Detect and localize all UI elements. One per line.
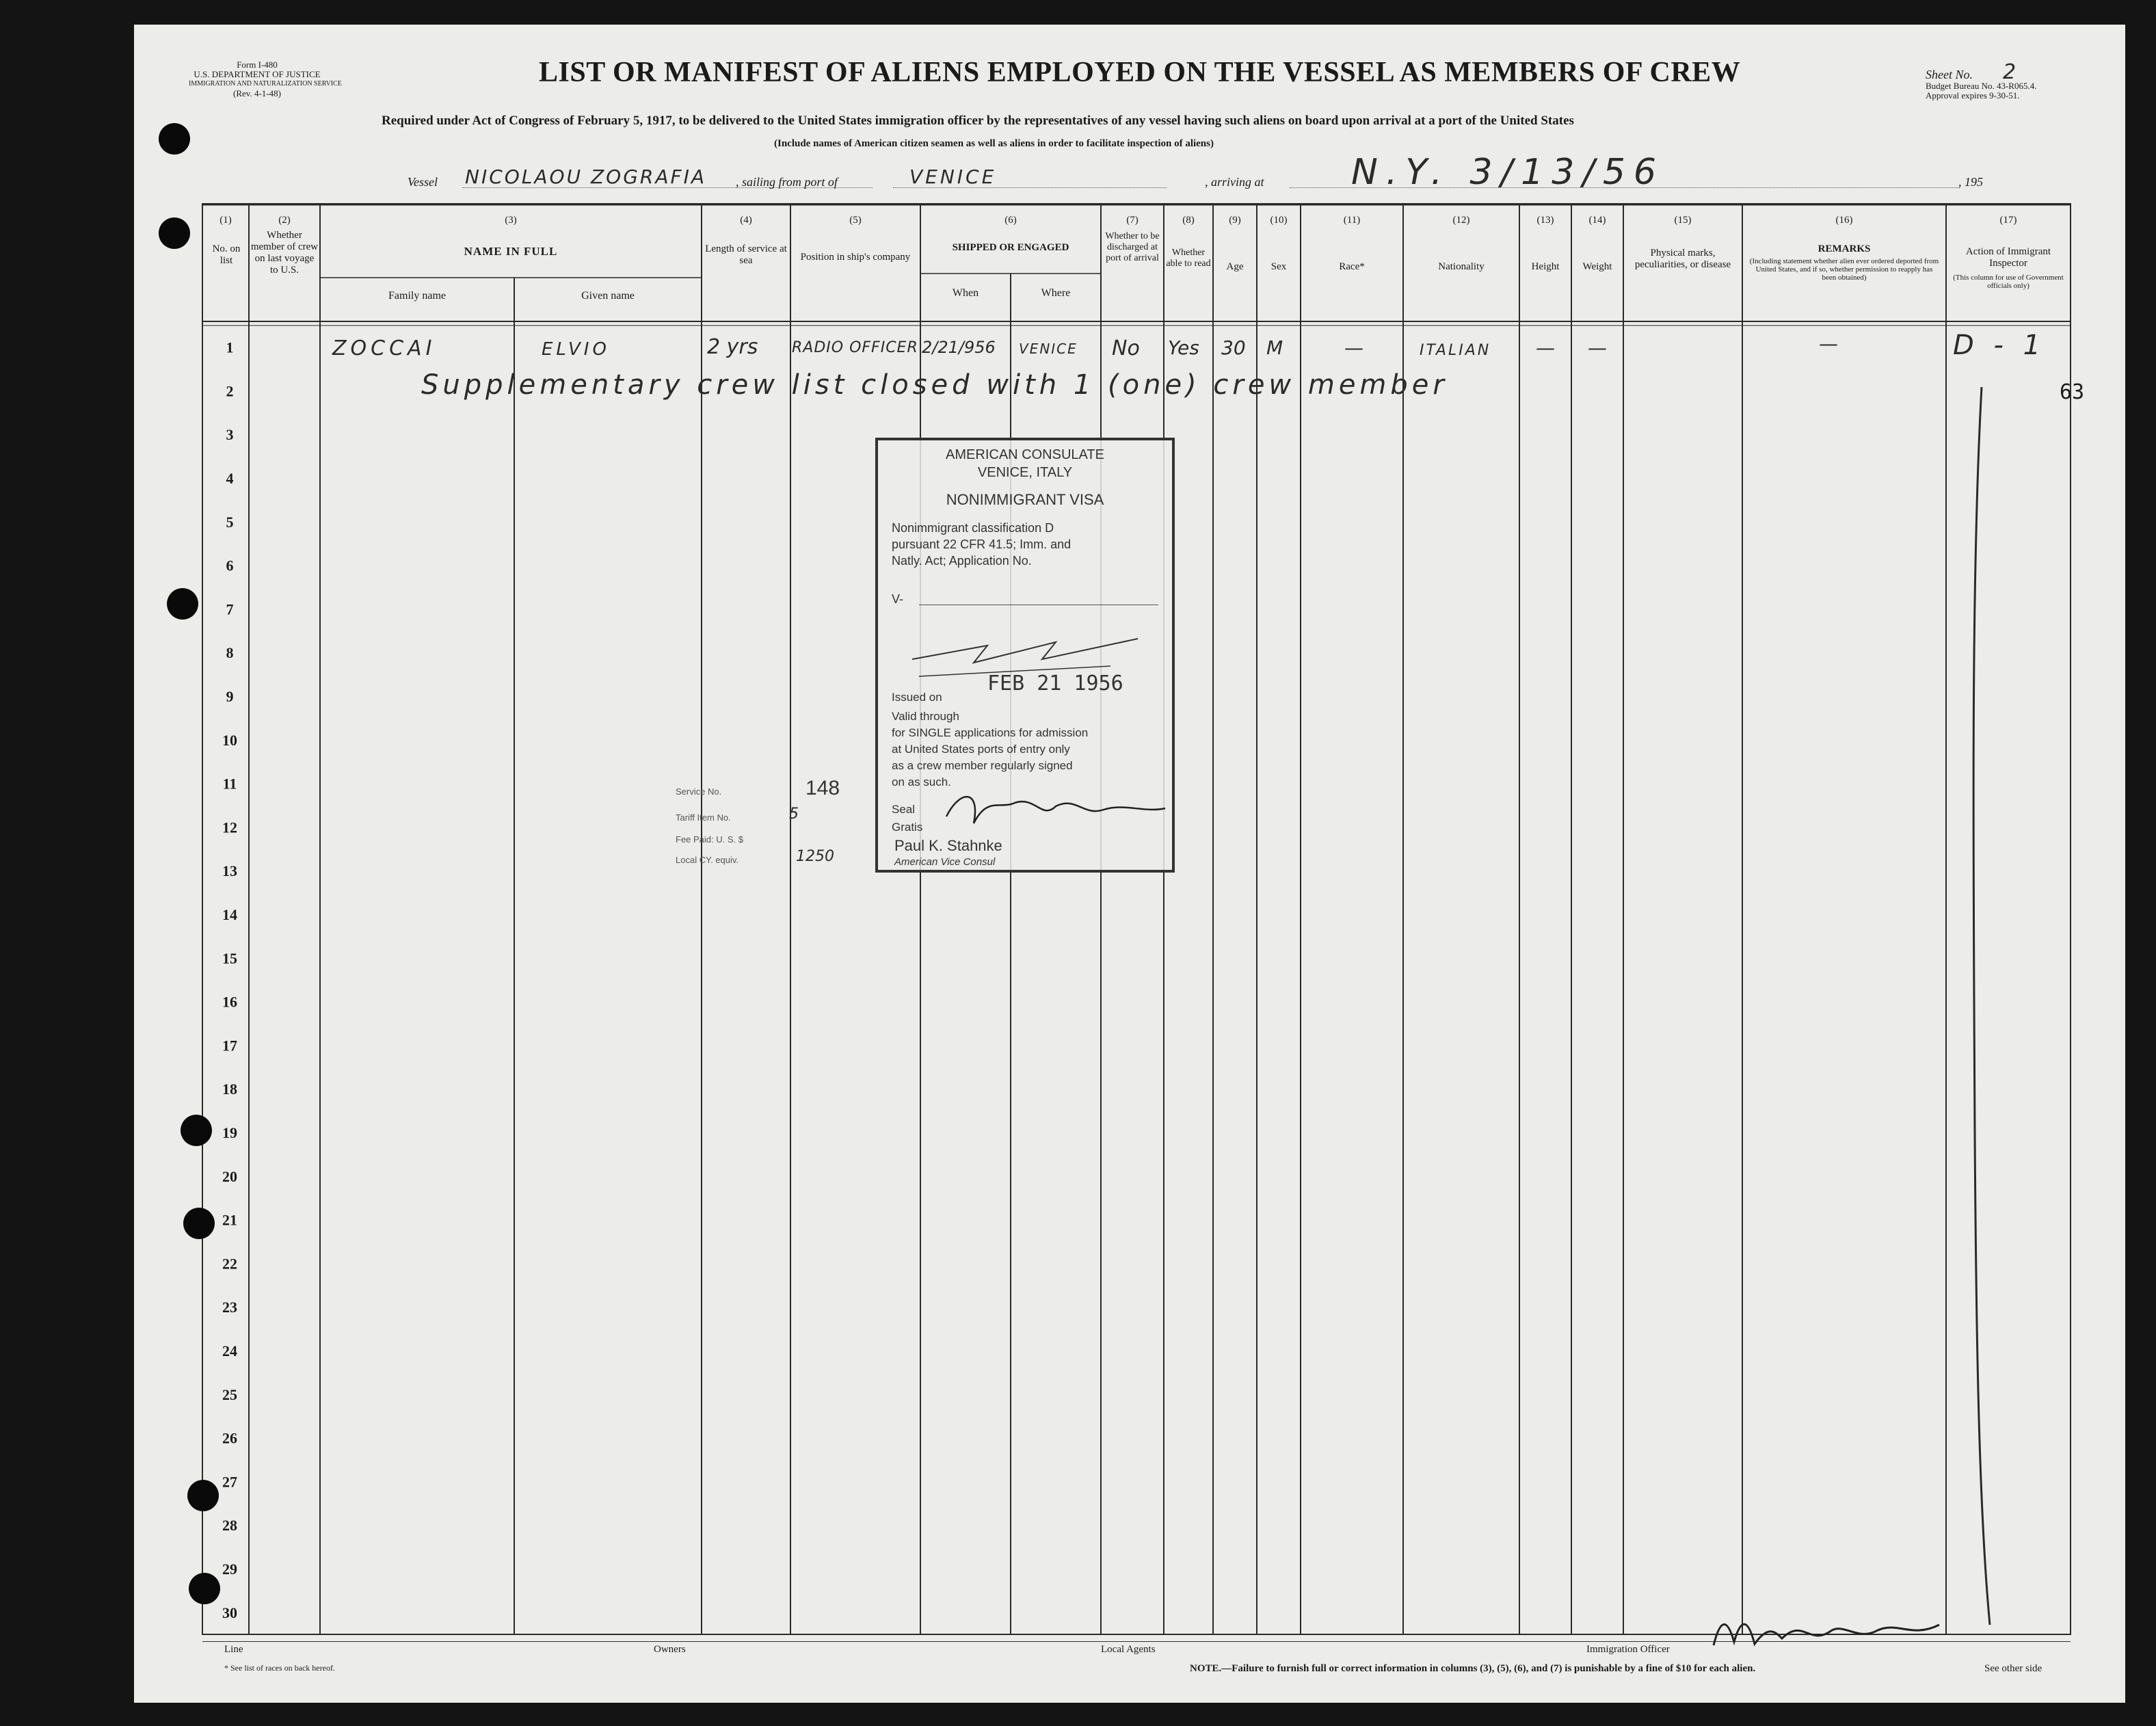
- col-num-3: (3): [505, 215, 517, 226]
- stamp-application: Natly. Act; Application No.: [892, 554, 1032, 568]
- col-num-7: (7): [1126, 215, 1139, 226]
- arriving-label: , arriving at: [1205, 175, 1264, 189]
- inspector-vertical-stroke: [1967, 380, 1994, 1632]
- row-number: 27: [222, 1473, 237, 1491]
- row-number: 11: [222, 775, 237, 793]
- form-number: Form I-480: [237, 59, 278, 70]
- col-head-physical-marks: Physical marks, peculiarities, or disease: [1634, 248, 1731, 270]
- col-head-height: Height: [1531, 261, 1560, 272]
- service-no-label: Service No.: [676, 786, 722, 797]
- row-number: 18: [222, 1080, 237, 1098]
- stamp-valid-label: Valid through: [892, 710, 959, 723]
- stamp-gratis: Gratis: [892, 821, 923, 834]
- row-number: 3: [226, 426, 234, 444]
- col-head-age: Age: [1226, 261, 1244, 272]
- row-number: 14: [222, 905, 237, 923]
- col-head-sex: Sex: [1270, 261, 1287, 272]
- vessel-label: Vessel: [408, 175, 438, 189]
- service-fee-stamp: [676, 777, 853, 907]
- col-num-14: (14): [1588, 215, 1606, 226]
- stamp-city: VENICE, ITALY: [977, 465, 1073, 480]
- service-no: 148: [806, 777, 840, 799]
- row-number: 29: [222, 1560, 237, 1578]
- row-number: 15: [222, 949, 237, 967]
- tariff-label: Tariff Item No.: [676, 812, 731, 823]
- entry-position: RADIO OFFICER: [792, 339, 918, 356]
- stamp-seal: Seal: [892, 803, 916, 816]
- sheet-label: Sheet No.: [1926, 68, 1973, 81]
- row-number: 1: [226, 338, 234, 356]
- col-num-10: (10): [1270, 215, 1288, 226]
- sailing-label: , sailing from port of: [736, 175, 838, 189]
- entry-discharged: No: [1112, 336, 1140, 360]
- col-head-whether-member: Whether member of crew on last voyage to U.S.: [250, 230, 319, 276]
- stamp-consul-name: Paul K. Stahnke: [894, 837, 1002, 854]
- entry-action: D - 1: [1953, 330, 2047, 361]
- row-number: 20: [222, 1167, 237, 1185]
- row-number: 4: [226, 469, 234, 487]
- row-number: 26: [222, 1429, 237, 1447]
- col-head-name-in-full: NAME IN FULL: [464, 245, 558, 258]
- row-number: 22: [222, 1255, 237, 1273]
- col-head-remarks-note: (Including statement whether alien ever ordered deported from United States, and if so, whether permission to reapply has been obtained): [1749, 257, 1939, 282]
- col-head-action: Action of Immigrant Inspector: [1965, 246, 2051, 269]
- required-text: Required under Act of Congress of February 5, 1917, to be delivered to the United States immigration officer by the representatives of any vessel having such aliens on board upon arrival at a port of the United States: [382, 114, 1574, 128]
- stamp-consulate: AMERICAN CONSULATE: [946, 447, 1104, 462]
- col-head-length-service: Length of service at sea: [705, 243, 787, 266]
- entry-height: —: [1536, 336, 1555, 359]
- row-number: 19: [222, 1124, 237, 1141]
- row-number: 10: [222, 731, 237, 749]
- col-num-9: (9): [1229, 215, 1241, 226]
- stamp-crew: as a crew member regularly signed: [892, 759, 1073, 772]
- entry-when: 2/21/956: [922, 338, 996, 357]
- footer-agents-label: Local Agents: [1101, 1644, 1156, 1655]
- tariff-item: 5: [789, 806, 799, 823]
- footer-line-label: Line: [224, 1644, 243, 1655]
- entry-able-to-read: Yes: [1168, 336, 1199, 359]
- visa-stamp: [875, 438, 1175, 873]
- vessel-name: NICOLAOU ZOGRAFIA: [465, 165, 707, 188]
- punch-hole: [159, 123, 190, 155]
- stamp-ports: at United States ports of entry only: [892, 743, 1070, 756]
- col-num-12: (12): [1452, 215, 1470, 226]
- entry-remarks: —: [1819, 332, 1838, 355]
- include-text: (Include names of American citizen seamen as well as aliens in order to facilitate inspection of aliens): [774, 138, 1214, 149]
- col-num-15: (15): [1674, 215, 1692, 226]
- fee-paid-label: Fee Paid: U. S. $: [676, 834, 743, 845]
- col-num-5: (5): [849, 215, 862, 226]
- arrival-info: N.Y. 3/13/56: [1351, 152, 1665, 193]
- entry-where: VENICE: [1019, 341, 1078, 357]
- entry-family-name: ZOCCAI: [332, 336, 436, 360]
- entry-race: —: [1344, 336, 1363, 359]
- stamp-applications: for SINGLE applications for admission: [892, 726, 1089, 739]
- row-numbers: [222, 339, 237, 1621]
- punch-hole: [189, 1573, 220, 1604]
- col-num-1: (1): [219, 215, 232, 226]
- entry-service: 2 yrs: [707, 335, 758, 359]
- entry-nationality: ITALIAN: [1420, 342, 1491, 359]
- col-head-where: Where: [1041, 287, 1071, 299]
- footer-officer-label: Immigration Officer: [1586, 1644, 1670, 1655]
- punch-hole: [167, 588, 198, 620]
- officer-signature: [1707, 1604, 1953, 1659]
- year-suffix: , 195: [1958, 175, 1983, 189]
- col-num-6: (6): [1004, 215, 1017, 226]
- footer-races-note: * See list of races on back hereof.: [224, 1663, 335, 1673]
- col-head-race: Race*: [1339, 261, 1365, 272]
- entry-age: 30: [1221, 336, 1246, 359]
- punch-hole: [187, 1480, 219, 1511]
- row-number: 17: [222, 1037, 237, 1054]
- col-head-remarks: REMARKS: [1818, 243, 1871, 254]
- row-number: 6: [226, 557, 234, 574]
- page-title: LIST OR MANIFEST OF ALIENS EMPLOYED ON THE VESSEL AS MEMBERS OF CREW: [539, 57, 1741, 88]
- margin-number: 63: [2060, 380, 2085, 404]
- col-num-17: (17): [1999, 215, 2017, 226]
- column-lines: [249, 204, 1946, 1634]
- stamp-as-such: on as such.: [892, 775, 951, 788]
- punch-hole: [181, 1115, 212, 1146]
- department: U.S. DEPARTMENT OF JUSTICE: [194, 69, 321, 79]
- entry-sex: M: [1266, 336, 1283, 359]
- col-head-able-to-read: Whether able to read: [1166, 248, 1211, 269]
- manifest-page: [134, 25, 2125, 1703]
- stamp-classification: Nonimmigrant classification D: [892, 521, 1054, 535]
- row-number: 12: [222, 819, 237, 836]
- col-head-family-name: Family name: [388, 290, 446, 302]
- service-name: IMMIGRATION AND NATURALIZATION SERVICE: [189, 80, 342, 88]
- stamp-v-number: V-: [892, 592, 904, 606]
- stamp-issued-label: Issued on: [892, 691, 942, 704]
- entry-given-name: ELVIO: [542, 339, 610, 360]
- row-number: 16: [222, 993, 237, 1011]
- col-head-action-note: (This column for use of Government officials only): [1953, 274, 2064, 290]
- col-head-weight: Weight: [1582, 261, 1612, 272]
- col-num-16: (16): [1835, 215, 1853, 226]
- approval-expiry: Approval expires 9-30-51.: [1926, 90, 2020, 101]
- footer-owners-label: Owners: [654, 1644, 686, 1655]
- consul-signature: [940, 782, 1172, 837]
- stamp-pursuant: pursuant 22 CFR 41.5; Imm. and: [892, 537, 1072, 551]
- port-name: VENICE: [909, 165, 997, 188]
- col-num-2: (2): [278, 215, 291, 226]
- table-border: [202, 204, 2071, 1634]
- col-head-no-on-list: No. on list: [212, 243, 241, 266]
- stamp-visa-type: NONIMMIGRANT VISA: [946, 491, 1104, 508]
- local-cy-label: Local CY. equiv.: [676, 855, 739, 865]
- stamp-scribble: [905, 611, 1152, 680]
- col-num-13: (13): [1536, 215, 1554, 226]
- column-numbers: [219, 215, 2017, 226]
- col-head-position: Position in ship's company: [800, 252, 911, 263]
- budget-number: Budget Bureau No. 43-R065.4.: [1926, 81, 2037, 91]
- entry-weight: —: [1588, 336, 1607, 359]
- row-number: 23: [222, 1299, 237, 1316]
- col-head-when: When: [952, 287, 979, 299]
- revision: (Rev. 4-1-48): [233, 88, 281, 98]
- stamp-issue-date: FEB 21 1956: [987, 672, 1123, 695]
- punch-hole: [183, 1208, 215, 1239]
- row-number: 7: [226, 600, 234, 618]
- row-number: 28: [222, 1517, 237, 1535]
- row-number: 5: [226, 513, 234, 531]
- col-num-8: (8): [1182, 215, 1195, 226]
- row-number: 2: [226, 382, 234, 400]
- col-head-given-name: Given name: [581, 290, 635, 302]
- row-number: 13: [222, 862, 237, 880]
- row-number: 9: [226, 687, 234, 705]
- col-num-4: (4): [740, 215, 752, 226]
- col-head-shipped-engaged: SHIPPED OR ENGAGED: [952, 242, 1069, 253]
- col-head-discharged: Whether to be discharged at port of arrival: [1105, 231, 1160, 263]
- row-number: 24: [222, 1342, 237, 1359]
- col-num-11: (11): [1343, 215, 1361, 226]
- row-number: 30: [222, 1604, 237, 1621]
- punch-hole: [159, 217, 190, 249]
- stamp-consul-title: American Vice Consul: [894, 856, 996, 868]
- local-cy-value: 1250: [796, 848, 834, 865]
- supplementary-note: Supplementary crew list closed with 1 (one) crew member: [421, 369, 1448, 401]
- row-number: 25: [222, 1385, 237, 1403]
- footer-note: NOTE.—Failure to furnish full or correct information in columns (3), (5), (6), and (7) is punishable by a fine of $10 for each alien.: [1190, 1663, 1756, 1674]
- row-number: 8: [226, 644, 234, 662]
- col-head-nationality: Nationality: [1438, 261, 1485, 272]
- footer-see-other-side: See other side: [1984, 1663, 2042, 1674]
- sheet-number: 2: [2003, 60, 2017, 84]
- row-number: 21: [222, 1211, 237, 1229]
